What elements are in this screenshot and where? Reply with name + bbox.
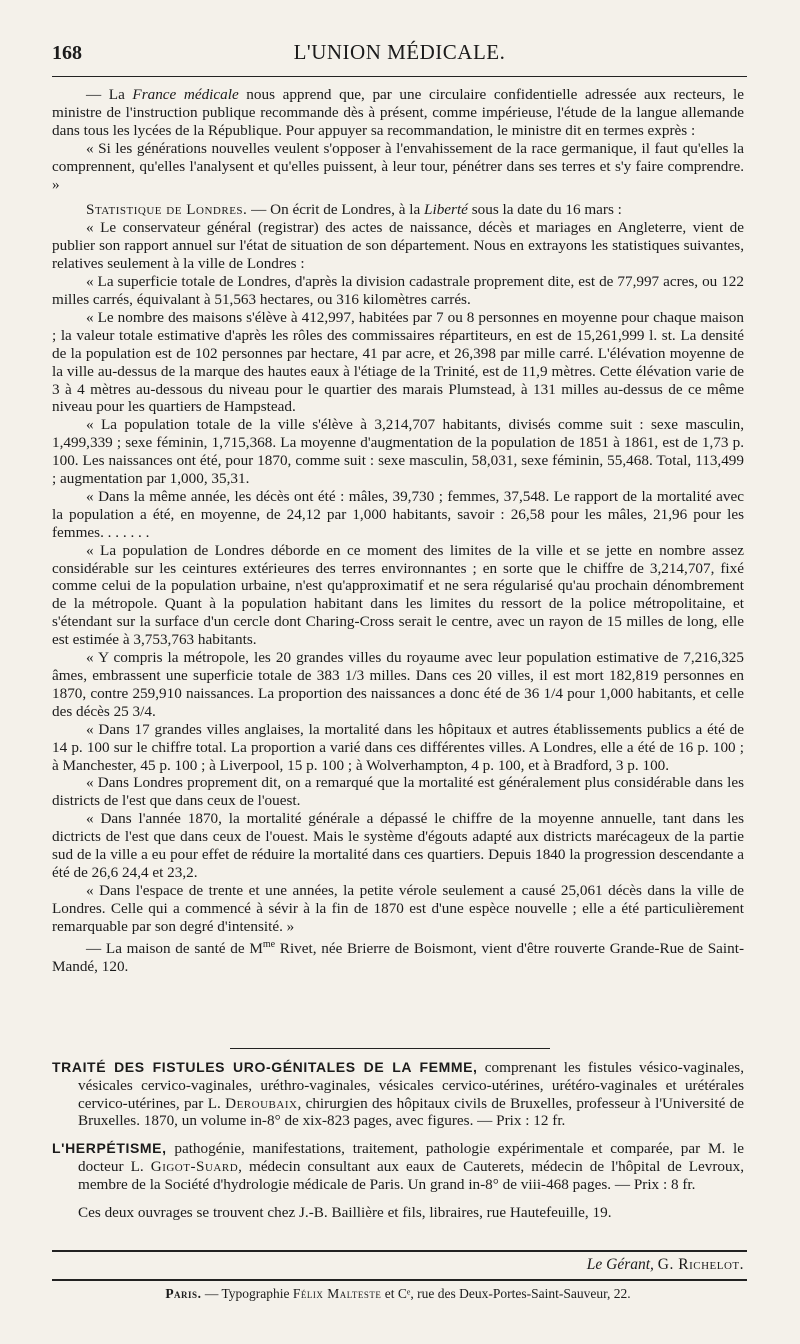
paragraph: « Dans l'espace de trente et une années, la petite vérole seulement a causé 25,061 décès dans la ville de Londres. Celle qui a commencé à sévir à la fin de 1870 est d'une espèce nouvelle ; elle a été particulièrement remarquable par son degré d'intensité. » [52, 881, 744, 935]
source-name: France médicale [132, 86, 239, 103]
header-rule [52, 76, 747, 77]
gerant-signature: Le Gérant, G. Richelot. [586, 1256, 744, 1273]
paragraph: « Dans 17 grandes villes anglaises, la mortalité dans les hôpitaux et autres établissements publics a été de 14 p. 100 sur le chiffre total. La proportion a varié dans ces différentes villes. A Londres, elle a été de 16 p. 100 ; à Manchester, 45 p. 100 ; à Liverpool, 15 p. 100 ; à Wolverhampton, 4 p. 100, et à Bradford, 3 p. 100. [52, 720, 744, 774]
advertisements [52, 1059, 744, 1221]
printer-line: Paris. — Typographie Félix Malteste et Cᵉ, rue des Deux-Portes-Saint-Sauveur, 22. [165, 1286, 631, 1301]
advert-fistules: TRAITÉ DES FISTULES URO-GÉNITALES DE LA FEMME, comprenant les fistules vésico-vaginales, vésicales cervico-vaginales, uréthro-vaginales, vésicales cervico-utérines, urétéro-vaginales et urétérales cervico-utérines, par L. Deroubaix, chirurgien des hôpitaux civils de Bruxelles, professeur à l'Université de Bruxelles. 1870, un volume in-8° de xix-823 pages, avec figures. — Prix : 12 fr. [52, 1059, 744, 1130]
section-heading: Statistique de Londres. [86, 201, 248, 219]
article-france-medicale-quote: « Si les générations nouvelles veulent s'opposer à l'envahissement de la race germanique, il faut qu'elles la comprennent, qu'elles l'analysent et qu'elles puissent, à leur tour, pénétrer dans ses terres et s'y faire comprendre. » [52, 139, 744, 193]
article-maison-sante: — La maison de santé de $M^{me}$ Rivet, née Brierre de Boismont, vient d'être rouverte Grande-Rue de Saint-Mandé, 120. [52, 938, 744, 975]
paragraph: « La superficie totale de Londres, d'après la division cadastrale proprement dite, est de 77,997 acres, ou 122 milles carrés, équivalant à 51,563 hectares, ou 316 kilomètres carrés. [52, 273, 744, 308]
page-header [52, 34, 747, 74]
paragraph: « Le nombre des maisons s'élève à 412,997, habitées par 7 ou 8 personnes en moyenne pour chaque maison ; la valeur totale estimative d'après les rôles des commissaires répartiteurs, en est de 15,261,999 l. st. La densité de la population est de 102 personnes par hectare, 41 par acre, et 26,398 par mille carré. L'élévation moyenne de la ville au-dessus de la marque des hautes eaux à l'étiage de la Trinité, est de 11,9 mètres. Cette élévation varie de 3 à 4 mètres au-dessous du niveau pour le quartier des marais Plumstead, à 131 milles au-dessus de ce même niveau pour les quartiers de Hampstead. [52, 308, 744, 416]
page-number: 168 [52, 42, 82, 64]
footer-rule-bottom [52, 1279, 747, 1281]
paragraph: « Le conservateur général (registrar) des actes de naissance, décès et mariages en Angleterre, vient de publier son rapport annuel sur l'état de situation de son département. Nous en extrayons les statistiques suivantes, relatives seulement à la ville de Londres : [52, 219, 744, 273]
paragraph: « Y compris la métropole, les 20 grandes villes du royaume avec leur population estimative de 7,216,325 âmes, embrassent une superficie totale de 383 1/3 milles. Dans ces 20 villes, il est mort 182,819 personnes en 1870, contre 259,910 naissances. La proportion des naissances a donc été de 36 1/4 pour 1,000 habitants, et celle des décès 25 3/4. [52, 649, 744, 720]
advert-herpetisme: L'HERPÉTISME, pathogénie, manifestations, traitement, pathologie expérimentale et comparée, par M. le docteur L. Gigot-Suard, médecin consultant aux eaux de Cauterets, médecin de l'hôpital de Levroux, membre de la Société d'hydrologie médicale de Paris. Un grand in-8° de viii-468 pages. — Prix : 8 fr. [52, 1140, 744, 1193]
article-london-intro: Statistique de Londres. — On écrit de Londres, à la Liberté sous la date du 16 mars : [86, 201, 622, 219]
advert-title: L'HERPÉTISME, [52, 1140, 167, 1157]
paragraph: « La population de Londres déborde en ce moment des limites de la ville et se jette en nombre assez considérable sur les ceintures extérieures des terres environnantes ; en sorte que le chiffre de 3,214,707, fixé comme celui de la population urbaine, n'est qu'approximatif et ne sera régularisé qu'au prochain dénombrement de la métropole. Quant à la population habitant dans les limites du ressort de la police métropolitaine, et s'étendant sur la surface d'un cercle dont Charing-Cross serait le centre, avec un rayon de 15 milles de long, elle est estimée à 3,753,763 habitants. [52, 541, 744, 649]
paragraph: « Dans la même année, les décès ont été : mâles, 39,730 ; femmes, 37,548. Le rapport de la mortalité avec la population a été, en moyenne, de 24,12 par 1,000 habitants, savoir : 26,58 pour les mâles, 21,96 pour les femmes. . . . . . . [52, 487, 744, 541]
article-body [52, 86, 744, 975]
advert-title: TRAITÉ DES FISTULES URO-GÉNITALES DE LA FEMME, [52, 1059, 478, 1075]
newspaper-name: Liberté [424, 201, 468, 219]
paragraph: « Dans Londres proprement dit, on a remarqué que la mortalité est généralement plus considérable dans les districts de l'est que dans ceux de l'ouest. [52, 774, 744, 810]
paragraph: « La population totale de la ville s'élève à 3,214,707 habitants, divisés comme suit : sexe masculin, 1,499,339 ; sexe féminin, 1,715,368. La moyenne d'augmentation de la population de 1851 à 1861, est de 1,73 p. 100. Les naissances ont été, pour 1870, comme suit : sexe masculin, 58,031, sexe féminin, 55,468. Total, 113,499 ; augmentation par 1,000, 35,31. [52, 416, 744, 488]
article-france-medicale-intro: — La France médicale nous apprend que, par une circulaire confidentielle adressée aux recteurs, le ministre de l'instruction publique recommande dès à présent, comme impérieuse, l'étude de la langue allemande dans tous les lycées de la République. Pour appuyer sa recommandation, le ministre dit en termes exprès : [52, 86, 744, 139]
section-divider [230, 1048, 550, 1049]
advert-note: Ces deux ouvrages se trouvent chez J.-B. Baillière et fils, libraires, rue Hautefeuille, 19. [78, 1203, 612, 1221]
paragraph: « Dans l'année 1870, la mortalité générale a dépassé le chiffre de la moyenne annuelle, tant dans les dictricts de l'est que dans ceux de l'ouest. Mais le système d'égouts adapté aux districts marécageux de la partie sud de la ville a eu pour effet de réduire la mortalité dans ces quartiers. Depuis 1840 la progression descendante a été de 26,6 24,4 et 23,2. [52, 810, 744, 881]
journal-title: L'UNION MÉDICALE. [293, 40, 506, 64]
footer-rule-top [52, 1250, 747, 1252]
